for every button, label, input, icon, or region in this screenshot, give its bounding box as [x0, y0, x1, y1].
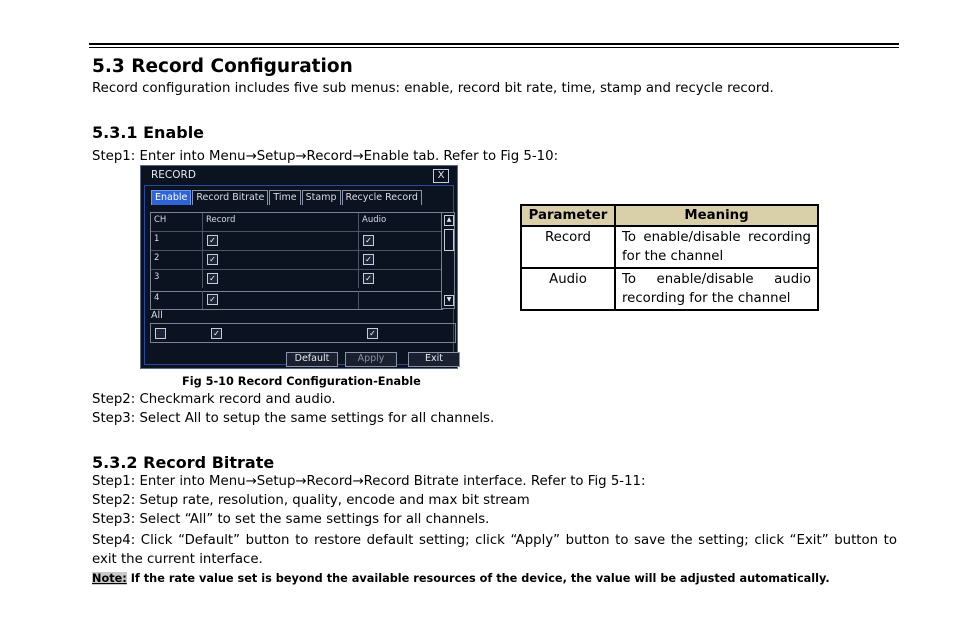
bitrate-step1: Step1: Enter into Menu→Setup→Record→Record Bitrate interface. Refer to Fig 5-11: — [92, 474, 646, 489]
close-icon[interactable]: X — [433, 169, 449, 183]
column-header-ch: CH — [151, 213, 203, 231]
scroll-thumb[interactable] — [444, 229, 454, 251]
enable-step3: Step3: Select All to setup the same settings for all channels. — [92, 411, 495, 426]
default-button[interactable]: Default — [286, 352, 338, 367]
record-checkbox[interactable]: ✓ — [207, 294, 218, 305]
grid-header — [151, 213, 442, 232]
all-row — [150, 323, 456, 343]
bitrate-step3: Step3: Select “All” to set the same settings for all channels. — [92, 512, 490, 527]
table-row — [521, 226, 818, 268]
table-row — [151, 291, 442, 309]
header-rule — [89, 43, 899, 45]
audio-checkbox[interactable]: ✓ — [363, 235, 374, 246]
bitrate-step2: Step2: Setup rate, resolution, quality, encode and max bit stream — [92, 493, 530, 508]
enable-step1: Step1: Enter into Menu→Setup→Record→Enable tab. Refer to Fig 5-10: — [92, 149, 559, 164]
row-ch: 3 — [151, 270, 203, 288]
figure-caption: Fig 5-10 Record Configuration-Enable — [182, 375, 421, 388]
section-heading: 5.3 Record Configuration — [92, 56, 353, 77]
tab-recycle-record[interactable]: Recycle Record — [342, 190, 422, 205]
table-row — [151, 232, 442, 251]
column-header-record: Record — [203, 213, 359, 231]
channel-grid-row4 — [150, 291, 443, 310]
header-parameter: Parameter — [521, 205, 615, 226]
tab-time[interactable]: Time — [269, 190, 300, 205]
enable-heading: 5.3.1 Enable — [92, 123, 205, 142]
dialog-body — [144, 185, 454, 365]
tab-stamp[interactable]: Stamp — [302, 190, 341, 205]
audio-checkbox[interactable]: ✓ — [363, 273, 374, 284]
scroll-down-icon[interactable]: ▼ — [444, 295, 454, 306]
param-meaning: To enable/disable audio recording for the channel — [615, 268, 818, 310]
table-row — [151, 251, 442, 270]
param-name: Record — [521, 226, 615, 268]
all-audio-checkbox[interactable]: ✓ — [367, 328, 378, 339]
tab-enable[interactable]: Enable — [151, 190, 191, 205]
header-rule-thin — [89, 47, 899, 48]
table-row — [151, 270, 442, 288]
channel-grid — [150, 212, 443, 292]
note-text: If the rate value set is beyond the available resources of the device, the value will be adjusted automatically. — [126, 572, 830, 585]
header-meaning: Meaning — [615, 205, 818, 226]
column-header-audio: Audio — [362, 215, 387, 225]
note — [92, 572, 830, 585]
dialog-tabs — [151, 190, 423, 205]
note-tag: Note: — [92, 572, 127, 585]
tab-record-bitrate[interactable]: Record Bitrate — [192, 190, 268, 205]
row-ch: 2 — [151, 251, 203, 269]
grid-scrollbar[interactable] — [441, 212, 455, 309]
row-ch: 1 — [151, 232, 203, 250]
audio-checkbox[interactable]: ✓ — [363, 254, 374, 265]
dialog-title: RECORD — [151, 169, 196, 181]
exit-button[interactable]: Exit — [408, 352, 460, 367]
row-ch: 4 — [151, 291, 203, 309]
param-meaning: To enable/disable recording for the channel — [615, 226, 818, 268]
all-label: All — [151, 310, 163, 321]
scroll-up-icon[interactable]: ▲ — [444, 215, 454, 226]
enable-step2: Step2: Checkmark record and audio. — [92, 392, 336, 407]
apply-button[interactable]: Apply — [345, 352, 397, 367]
record-checkbox[interactable]: ✓ — [207, 235, 218, 246]
table-row — [521, 268, 818, 310]
record-checkbox[interactable]: ✓ — [207, 273, 218, 284]
bitrate-heading: 5.3.2 Record Bitrate — [92, 453, 275, 472]
table-header-row — [521, 205, 818, 226]
bitrate-step4: Step4: Click “Default” button to restore default setting; click “Apply” button to save the setting; click “Exit” button to exit the current interface. — [92, 533, 897, 567]
param-name: Audio — [521, 268, 615, 310]
all-ch-checkbox[interactable] — [155, 328, 166, 339]
parameter-table — [520, 204, 819, 311]
record-dialog — [140, 165, 458, 369]
section-intro: Record configuration includes five sub menus: enable, record bit rate, time, stamp and recycle record. — [92, 81, 774, 96]
all-record-checkbox[interactable]: ✓ — [211, 328, 222, 339]
record-checkbox[interactable]: ✓ — [207, 254, 218, 265]
